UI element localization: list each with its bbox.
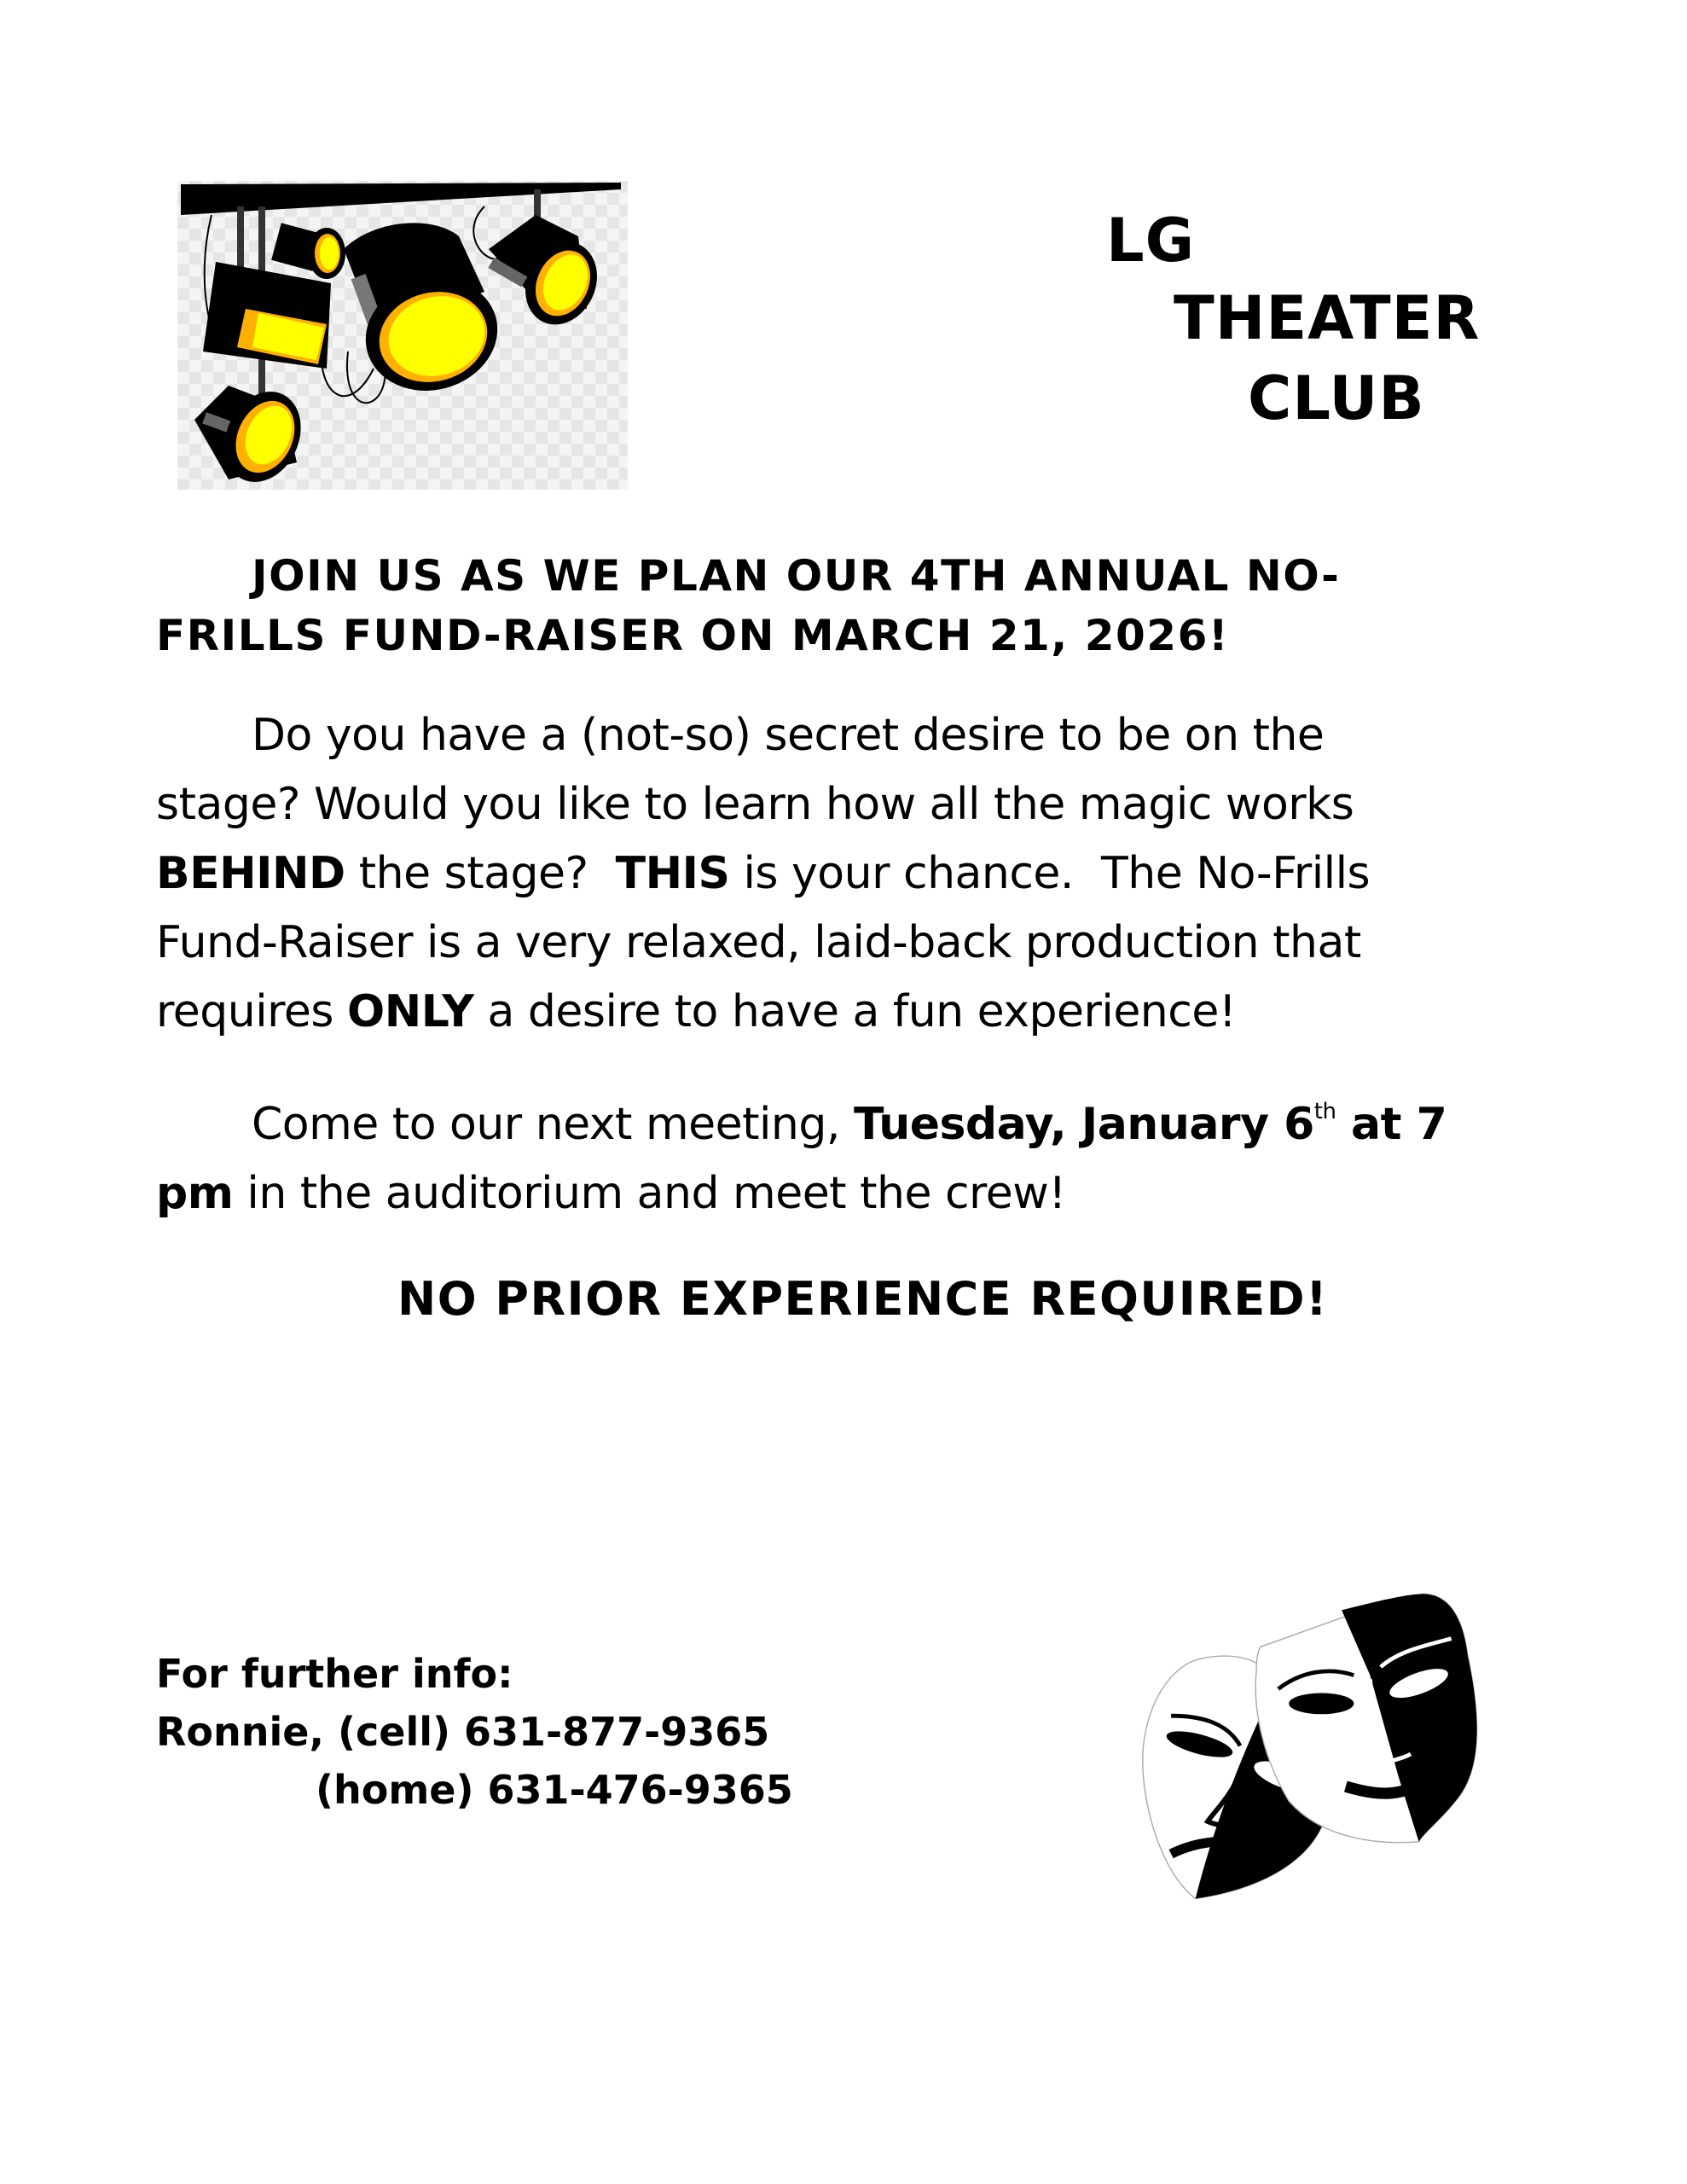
intro-line-2: stage? Would you like to learn how all the magic works (156, 779, 1354, 830)
spotlights-icon (177, 181, 628, 490)
intro-line-1: Do you have a (not-so) secret desire to be on the (252, 710, 1325, 761)
title-line-theater: THEATER (1174, 283, 1481, 353)
emphasis-behind: BEHIND (156, 848, 345, 899)
right-spotlight (488, 215, 610, 336)
no-experience-callout: NO PRIOR EXPERIENCE REQUIRED! (397, 1272, 1329, 1326)
lighting-truss (181, 183, 621, 215)
intro-line-3-end: is your chance. The No-Frills (729, 848, 1371, 899)
meeting-time-part2: pm (156, 1168, 234, 1219)
intro-line-5-start: requires (156, 986, 347, 1037)
contact-cell-phone: Ronnie, (cell) 631-877-9365 (156, 1709, 770, 1755)
emphasis-this: THIS (615, 848, 730, 899)
intro-paragraph (156, 701, 1512, 1047)
meeting-date: Tuesday, January 6 (853, 1099, 1314, 1150)
ordinal-suffix: th (1313, 1099, 1336, 1124)
theater-masks-icon (1122, 1565, 1497, 1907)
intro-line-4: Fund-Raiser is a very relaxed, laid-back production that (156, 917, 1361, 968)
headline (156, 546, 1521, 665)
headline-line-1: JOIN US AS WE PLAN OUR 4TH ANNUAL NO- (252, 551, 1341, 601)
small-spotlight (271, 223, 345, 279)
meeting-intro: Come to our next meeting, (252, 1099, 854, 1150)
contact-label: For further info: (156, 1651, 513, 1697)
flood-light (203, 262, 331, 369)
meeting-time-part1: at 7 (1336, 1099, 1447, 1150)
title-line-club: CLUB (1248, 363, 1425, 433)
headline-line-2: FRILLS FUND-RAISER ON MARCH 21, 2026! (156, 611, 1230, 660)
theater-masks-image (1122, 1565, 1497, 1907)
meeting-location: in the auditorium and meet the crew! (233, 1168, 1066, 1219)
bottom-spotlight (194, 379, 315, 490)
intro-line-3-mid: the stage? (345, 848, 616, 899)
title-line-lg: LG (1106, 206, 1196, 276)
meeting-paragraph (156, 1090, 1512, 1228)
intro-line-5-end: a desire to have a fun experience! (473, 986, 1237, 1037)
emphasis-only: ONLY (347, 986, 474, 1037)
contact-home-phone: (home) 631-476-9365 (316, 1767, 793, 1813)
spotlights-image (177, 181, 628, 490)
